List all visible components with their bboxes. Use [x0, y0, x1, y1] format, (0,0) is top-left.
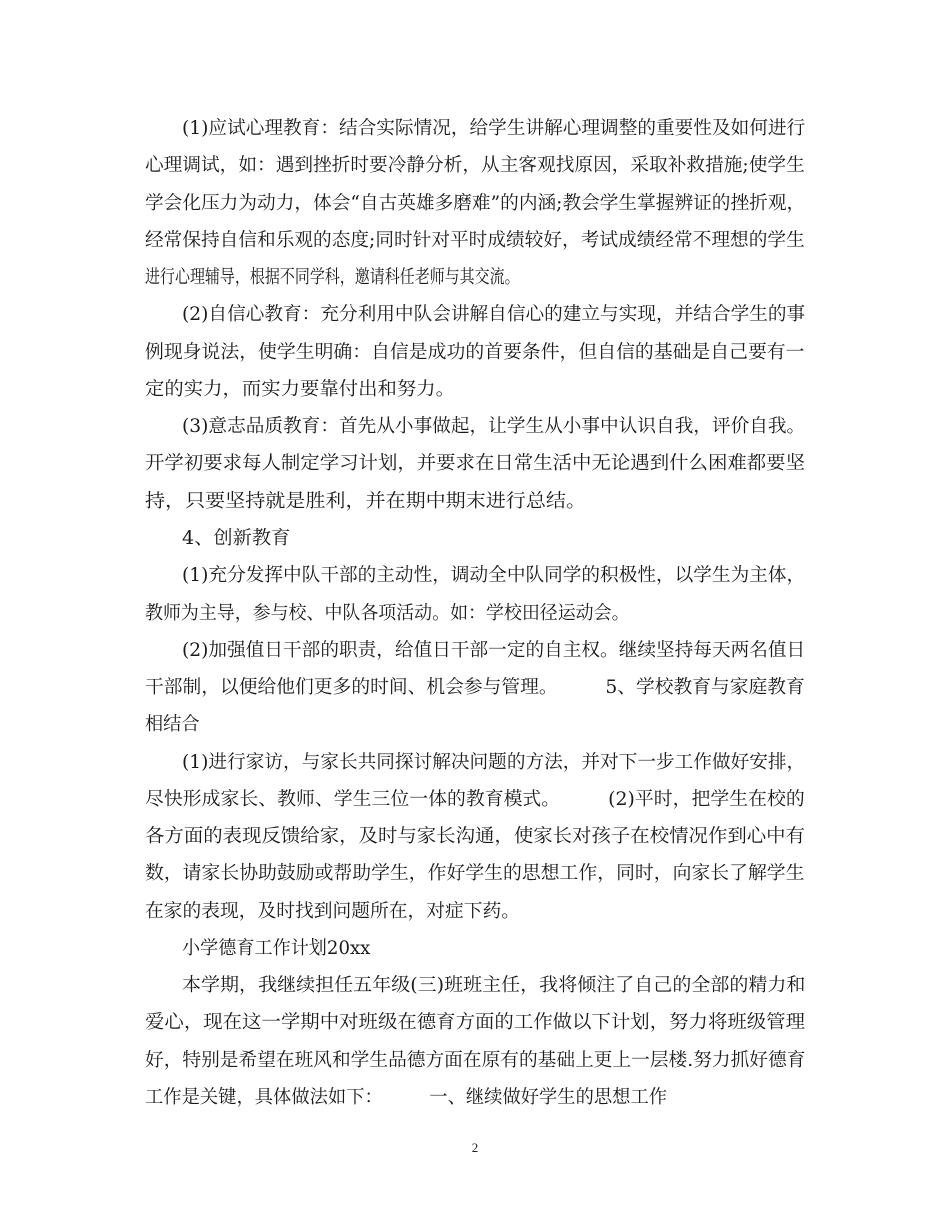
text-line: (2)加强值日干部的职责，给值日干部一定的自主权。继续坚持每天两名值日	[182, 639, 806, 661]
text-line: 相结合	[145, 714, 200, 736]
text-line: 心理调试，如：遇到挫折时要冷静分析，从主客观找原因，采取补救措施;使学生	[145, 155, 805, 177]
text-line: 开学初要求每人制定学习计划，并要求在日常生活中无论遇到什么困难都要坚	[145, 453, 806, 475]
text-line: 例现身说法，使学生明确：自信是成功的首要条件，但自信的基础是自己要有一	[145, 341, 805, 363]
text-line: 工作是关键，具体做法如下： 一、继续做好学生的思想工作	[145, 1087, 668, 1109]
text-line: 小学德育工作计划20xx	[182, 937, 371, 959]
text-line: (1)充分发挥中队干部的主动性，调动全中队同学的积极性，以学生为主体，	[182, 565, 806, 587]
text-line: 尽快形成家长、教师、学生三位一体的教育模式。 (2)平时，把学生在校的	[145, 788, 805, 810]
text-line: (1)进行家访，与家长共同探讨解决问题的方法，并对下一步工作做好安排，	[182, 751, 806, 773]
page-number: 2	[471, 1140, 479, 1155]
text-line: 学会化压力为动力，体会“自古英雄多磨难”的内涵;教会学生掌握辨证的挫折观，	[145, 192, 806, 214]
text-line: 4、创新教育	[182, 527, 291, 549]
text-line: 数，请家长协助鼓励或帮助学生，作好学生的思想工作，同时，向家长了解学生	[145, 863, 805, 885]
text-line: (3)意志品质教育：首先从小事做起，让学生从小事中认识自我，评价自我。	[182, 416, 806, 438]
text-line: 本学期，我继续担任五年级(三)班班主任，我将倾注了自己的全部的精力和	[182, 975, 806, 997]
text-line: 干部制，以便给他们更多的时间、机会参与管理。 5、学校教育与家庭教育	[145, 677, 805, 699]
text-line: 在家的表现，及时找到问题所在，对症下药。	[145, 900, 521, 922]
text-line: 经常保持自信和乐观的态度;同时针对平时成绩较好，考试成绩经常不理想的学生	[145, 229, 805, 251]
text-line: 定的实力，而实力要靠付出和努力。	[145, 378, 456, 400]
text-line: 各方面的表现反馈给家，及时与家长沟通，使家长对孩子在校情况作到心中有	[145, 826, 806, 848]
text-line: 进行心理辅导，根据不同学科，邀请科任老师与其交流。	[145, 267, 520, 289]
text-line: 持，只要坚持就是胜利，并在期中期末进行总结。	[145, 490, 587, 512]
text-line: (2)自信心教育：充分利用中队会讲解自信心的建立与实现，并结合学生的事	[182, 304, 806, 326]
text-line: (1)应试心理教育：结合实际情况，给学生讲解心理调整的重要性及如何进行	[182, 118, 806, 139]
text-line: 教师为主导，参与校、中队各项活动。如：学校田径运动会。	[145, 602, 630, 624]
text-line: 好，特别是希望在班风和学生品德方面在原有的基础上更上一层楼.努力抓好德育	[145, 1049, 806, 1071]
text-line: 爱心，现在这一学期中对班级在德育方面的工作做以下计划，努力将班级管理	[145, 1012, 806, 1034]
